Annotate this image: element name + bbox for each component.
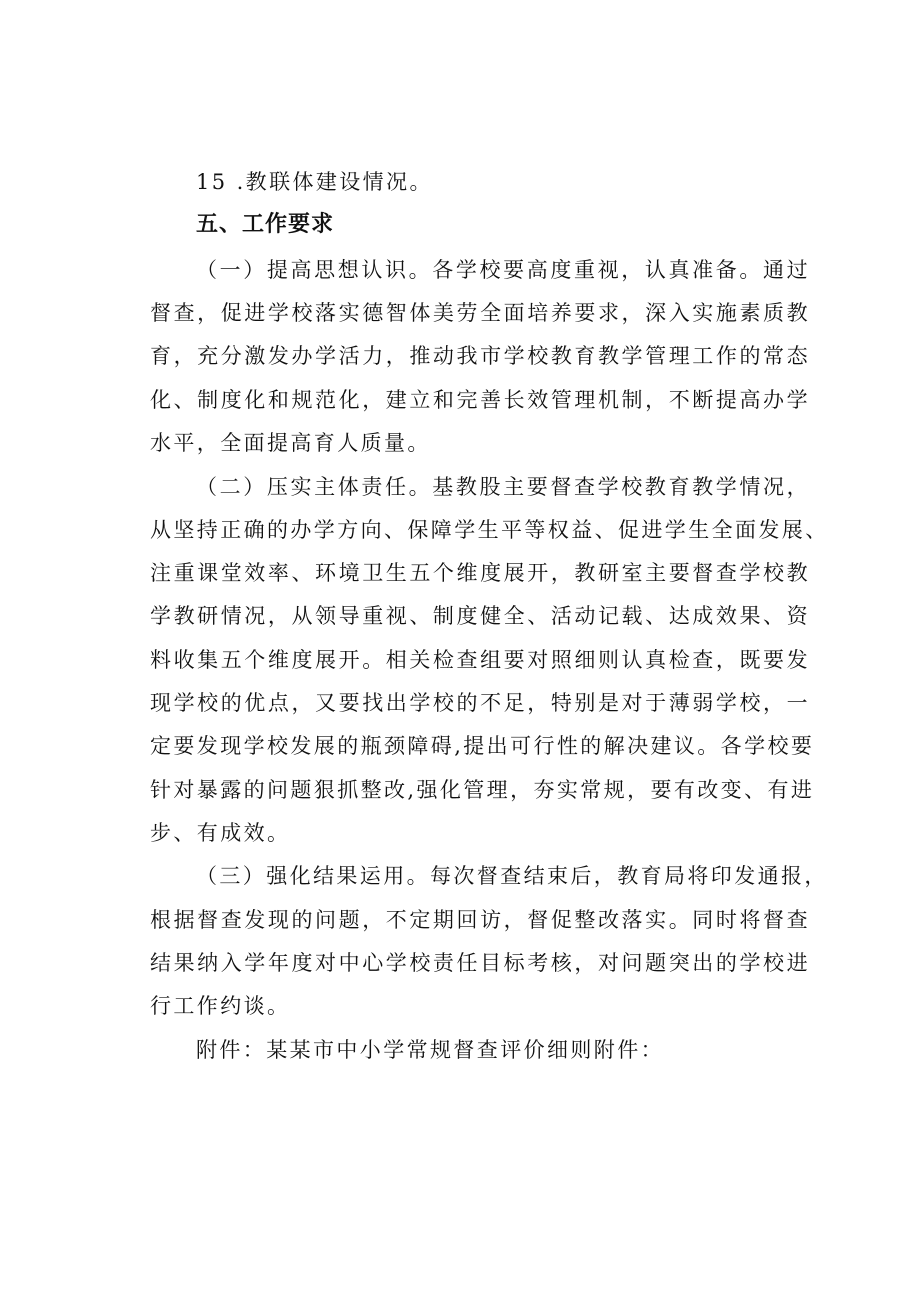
paragraph-line: 注重课堂效率、环境卫生五个维度展开，教研室主要督查学校教 — [150, 561, 810, 585]
paragraph-line: 根据督查发现的问题，不定期回访，督促整改落实。同时将督查 — [150, 908, 810, 932]
list-item-15: 15 .教联体建设情况。 — [196, 170, 433, 194]
paragraph-line: 料收集五个维度展开。相关检查组要对照细则认真检查，既要发 — [150, 648, 810, 672]
section-heading: 五、工作要求 — [196, 212, 335, 237]
paragraph-line: （三）强化结果运用。每次督查结束后，教育局将印发通报， — [196, 864, 828, 888]
paragraph-line: 现学校的优点，又要找出学校的不足，特别是对于薄弱学校，一 — [150, 691, 810, 715]
paragraph-line: 从坚持正确的办学方向、保障学生平等权益、促进学生全面发展、 — [150, 518, 829, 542]
paragraph-line: 结果纳入学年度对中心学校责任目标考核，对问题突出的学校进 — [150, 951, 810, 975]
attachment-note: 附件：某某市中小学常规督查评价细则附件： — [196, 1038, 664, 1062]
paragraph-line: 针对暴露的问题狠抓整改,强化管理，夯实常规，要有改变、有进 — [150, 778, 815, 802]
paragraph-line: 化、制度化和规范化，建立和完善长效管理机制，不断提高办学 — [150, 388, 810, 412]
paragraph-line: （二）压实主体责任。基教股主要督查学校教育教学情况， — [196, 475, 810, 499]
paragraph-line: 定要发现学校发展的瓶颈障碍,提出可行性的解决建议。各学校要 — [150, 734, 815, 758]
paragraph-line: （一）提高思想认识。各学校要高度重视，认真准备。通过 — [196, 258, 810, 282]
paragraph-line: 督查，促进学校落实德智体美劳全面培养要求，深入实施素质教 — [150, 301, 810, 325]
paragraph-line: 学教研情况，从领导重视、制度健全、活动记载、达成效果、资 — [150, 604, 810, 628]
paragraph-line: 育，充分激发办学活力，推动我市学校教育教学管理工作的常态 — [150, 344, 810, 368]
paragraph-line: 步、有成效。 — [150, 821, 291, 845]
paragraph-line: 水平，全面提高育人质量。 — [150, 431, 431, 455]
paragraph-line: 行工作约谈。 — [150, 994, 291, 1018]
